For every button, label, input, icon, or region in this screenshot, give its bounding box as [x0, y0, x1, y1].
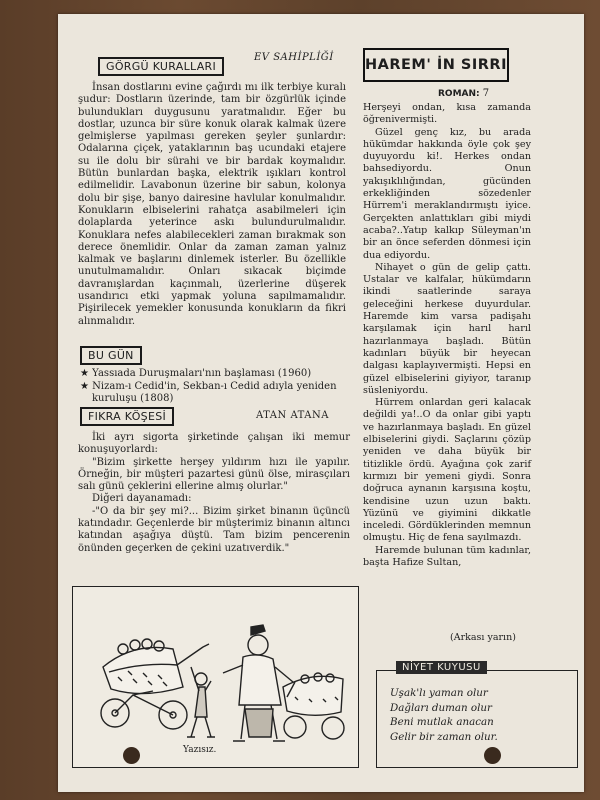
punch-hole [123, 747, 140, 764]
fikra-p1: İki ayrı sigorta şirketinde çalışan iki memur konuşuyorlardı: [78, 432, 350, 456]
harem-paragraph: Herşeyi ondan, kısa zamanda öğrenivermişti. [363, 102, 531, 126]
niyet-poem [390, 686, 498, 744]
bugun-item: ★ Nizam-ı Cedid'in, Sekban-ı Cedid adıyla yeniden kuruluşu (1808) [80, 380, 337, 404]
continued-note: (Arkası yarın) [450, 632, 516, 643]
harem-paragraph: Güzel genç kız, bu arada hükümdar hakkında öyle çok şey duyuyordu ki!. Herkes ondan bahsediyordu. Onun yakışıklılığından, gücünden erkekliğinden sözedenler Hürrem'i meraklandırmıştı iyice. Gerçekten anlattıkları gibi miydi acaba?..Yatıp kalkıp Süleyman'ın bir an önce seferden dönmesi için dua ediyordu. [363, 126, 531, 261]
gorgu-section-label: GÖRGÜ KURALLARI [98, 57, 224, 76]
poem-line: Uşak'lı yaman olur [390, 687, 488, 699]
gorgu-subtitle: EV SAHİPLİĞİ [254, 52, 334, 63]
roman-label: ROMAN: [438, 89, 480, 99]
newspaper-page [58, 14, 584, 792]
gorgu-paragraph: İnsan dostlarını evine çağırdı mı ilk terbiye kuralı şudur: Dostların üzerinde, tam bir özgürlük içinde bulundukları duygusunu yaratmalıdır. Eğer bu dostlar, uzunca bir süre konuk olarak kalmak üzere gelmişlerse yapılması gereken şeyler şunlardır: Odalarına çiçek, yataklarının baş ucundaki etajere su ile dolu bir sürahi ve bir bardak koymalıdır. Bütün bunlardan başka, elektrik ışıkları kontrol edilmelidir. Lavabonun üzerine bir sabun, kolonya dolu bir şişe, banyo dairesine havlular konulmalıdır. Konukların elbiselerini rahatça asabilmeleri için dolaplarda yeterince askı bulundurulmalıdır. Konuklara nefes alabilecekleri zaman bırakmak son derece önemlidir. Onlar da zaman zaman yalnız kalmak ve başlarını dinlemek isterler. Bu özellikle unutulmamalıdır. Onları sıkacak biçimde davranışlardan kaçınmalı, üzerlerine düşerek usandırıcı etki yapmak yoluna sapılmamalıdır. Pişirilecek yemekler konusunda konukların da fikri alınmalıdır. [78, 82, 346, 327]
punch-hole [484, 747, 501, 764]
gorgu-body [78, 82, 346, 328]
harem-paragraph: Hürrem onlardan geri kalacak değildi ya!..O da onlar gibi yaptı ve hazırlanmaya başladı. En güzel elbiselerini giydi. Saçlarını çözüp yeniden ve daha büyük bir titizlikle ördü. Ayağına çok zarif kırmızı bir yemeni giydi. Sonra doğruca aynanın karşısına koştu, kendisine uzun uzun baktı. Yüzünü ve giyimini dikkatle inceledi. Gördüklerinden memnun olmuştu. Hiç de fena sayılmazdı. [363, 397, 531, 544]
cartoon-drawing [73, 587, 358, 767]
poem-line: Gelir bir zaman olur. [390, 730, 498, 743]
bugun-item: ★ Yassıada Duruşmaları'nın başlaması (1960) [80, 368, 312, 379]
fikra-p4: -"O da bir şey mi?... Bizim şirket binanın üçüncü katındadır. Geçenlerde bir müşterimiz binanın altıncı katından aşağıya düştü. Tam bizim pencerenin önünden geçerken de çekini uzatıverdik." [78, 505, 350, 554]
harem-title: HAREM' İN SIRRI [365, 57, 507, 73]
roman-number [438, 88, 489, 99]
harem-body [363, 102, 531, 569]
fikra-p2: "Bizim şirkette herşey yıldırım hızı ile yapılır. Örneğin, bir müşteri pazartesi günü ölse, mirasçıları salı günü çeklerini ellerine almış olurlar." [78, 456, 350, 493]
fikra-subtitle: ATAN ATANA [256, 410, 329, 421]
bugun-list [80, 368, 345, 406]
poem-line: Dağları duman olur [390, 701, 492, 714]
fikra-body [78, 432, 350, 555]
poem-line: Beni mutlak anacan [390, 716, 494, 728]
fikra-section-label: FIKRA KÖŞESİ [80, 407, 174, 426]
cartoon-caption: Yazısız. [183, 745, 217, 755]
bugun-section-label: BU GÜN [80, 346, 142, 365]
harem-title-box [363, 48, 509, 82]
roman-no: 7 [482, 88, 490, 99]
fikra-p3: Diğeri dayanamadı: [92, 493, 192, 505]
harem-paragraph: Nihayet o gün de gelip çattı. Ustalar ve kalfalar, hükümdarın ikindi saatlerinde saraya geleceğini herkese duyurdular. Haremde kim varsa padişahı karşılamak için harıl harıl hazırlanmaya başladı. Bütün kadınları büyük bir heyecan dalgası kaplayıvermişti. Hepsi en güzel elbiselerini giyiyor, taranıp süsleniyordu. [363, 261, 531, 396]
harem-paragraph: Haremde bulunan tüm kadınlar, başta Hafize Sultan, [363, 544, 531, 568]
cartoon-frame [72, 586, 359, 768]
niyet-section-label: NİYET KUYUSU [396, 661, 487, 674]
